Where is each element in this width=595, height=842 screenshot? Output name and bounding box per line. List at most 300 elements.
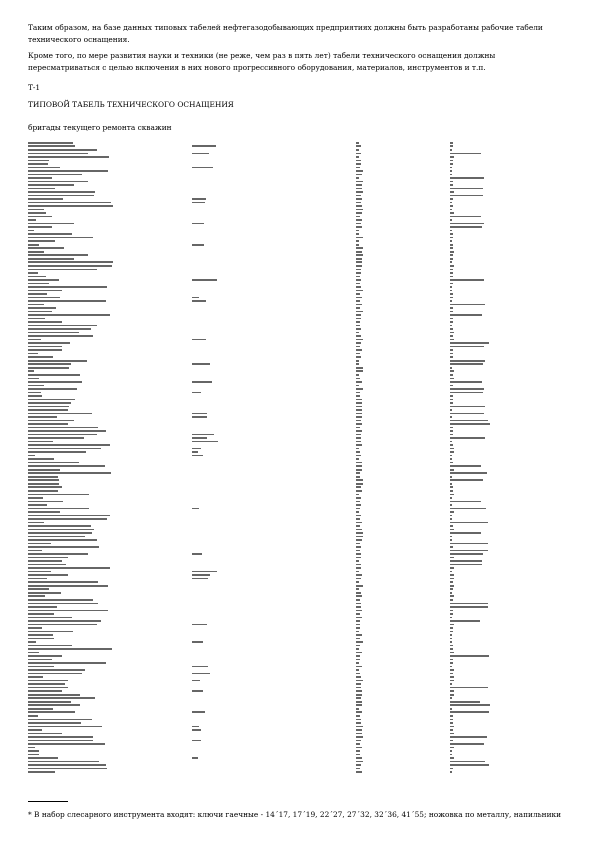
table-cell [28, 321, 192, 323]
table-cell-text-placeholder [28, 638, 54, 640]
table-cell-text-placeholder [356, 167, 360, 169]
table-cell [28, 754, 192, 756]
table-cell [356, 279, 450, 281]
table-cell [356, 652, 450, 654]
table-cell [356, 508, 450, 510]
table-cell [450, 469, 568, 471]
table-cell-text-placeholder [450, 599, 453, 601]
table-cell [356, 247, 450, 249]
table-cell [28, 427, 192, 429]
table-cell [356, 599, 450, 601]
table-cell [450, 761, 568, 763]
table-cell-text-placeholder [450, 476, 452, 478]
table-cell [28, 719, 192, 721]
table-cell-text-placeholder [450, 613, 453, 615]
table-cell-text-placeholder [450, 367, 452, 369]
table-cell-text-placeholder [28, 564, 66, 566]
table-cell-text-placeholder [356, 153, 361, 155]
table-cell [192, 416, 356, 418]
table-cell-text-placeholder [28, 711, 75, 713]
table-cell [450, 177, 568, 179]
table-cell [450, 363, 568, 365]
table-cell [450, 163, 568, 165]
table-cell-text-placeholder [356, 697, 361, 699]
table-cell-text-placeholder [450, 683, 452, 685]
table-cell-text-placeholder [450, 339, 454, 341]
table-cell-text-placeholder [28, 603, 98, 605]
table-cell [450, 631, 568, 633]
table-cell-text-placeholder [28, 230, 34, 232]
table-cell [450, 462, 568, 464]
table-cell-text-placeholder [356, 244, 359, 246]
table-cell-text-placeholder [356, 680, 363, 682]
table-cell-text-placeholder [356, 588, 359, 590]
table-cell [356, 149, 450, 151]
table-cell [450, 479, 568, 481]
table-cell [450, 297, 568, 299]
table-cell-text-placeholder [28, 687, 68, 689]
table-cell [356, 160, 450, 162]
table-cell [356, 462, 450, 464]
table-cell-text-placeholder [356, 599, 360, 601]
table-cell-text-placeholder [28, 483, 59, 485]
table-cell [356, 673, 450, 675]
table-cell [450, 342, 568, 344]
table-cell-text-placeholder [28, 381, 82, 383]
table-cell-text-placeholder [28, 363, 71, 365]
table-cell [356, 704, 450, 706]
table-cell-text-placeholder [28, 525, 91, 527]
table-cell [356, 153, 450, 155]
table-cell [28, 188, 192, 190]
table-cell-text-placeholder [450, 307, 453, 309]
table-cell [356, 525, 450, 527]
table-cell-text-placeholder [28, 659, 52, 661]
table-cell [450, 251, 568, 253]
table-cell-text-placeholder [28, 444, 110, 446]
table-cell-text-placeholder [356, 585, 363, 587]
table-cell-text-placeholder [28, 261, 113, 263]
table-cell-text-placeholder [356, 188, 362, 190]
table-cell-text-placeholder [450, 293, 453, 295]
table-cell-text-placeholder [450, 676, 454, 678]
table-cell-text-placeholder [450, 624, 454, 626]
table-cell [450, 726, 568, 728]
table-cell [356, 413, 450, 415]
table-cell [356, 265, 450, 267]
table-cell-text-placeholder [28, 592, 61, 594]
table-cell [450, 184, 568, 186]
table-cell-text-placeholder [192, 297, 199, 299]
table-cell [356, 501, 450, 503]
table-cell [28, 307, 192, 309]
table-cell-text-placeholder [28, 694, 80, 696]
table-cell [28, 339, 192, 341]
table-cell [450, 181, 568, 183]
table-cell-text-placeholder [356, 402, 362, 404]
table-cell-text-placeholder [450, 325, 452, 327]
table-cell-text-placeholder [192, 574, 210, 576]
table-cell [28, 610, 192, 612]
table-cell-text-placeholder [450, 413, 484, 415]
table-cell [356, 543, 450, 545]
table-cell [28, 374, 192, 376]
table-cell [356, 191, 450, 193]
table-cell-text-placeholder [28, 237, 93, 239]
table-cell-text-placeholder [28, 595, 45, 597]
table-cell-text-placeholder [356, 560, 359, 562]
table-cell [356, 659, 450, 661]
table-subtitle: бригады текущего ремонта скважин [28, 123, 172, 132]
table-cell-text-placeholder [450, 409, 452, 411]
table-cell [356, 613, 450, 615]
table-cell-text-placeholder [356, 486, 361, 488]
table-cell [356, 402, 450, 404]
table-cell [192, 381, 356, 383]
table-cell [192, 624, 356, 626]
table-cell [356, 395, 450, 397]
table-cell-text-placeholder [356, 634, 362, 636]
table-cell [356, 195, 450, 197]
table-cell [192, 571, 356, 573]
table-cell [450, 321, 568, 323]
table-cell-text-placeholder [356, 434, 361, 436]
table-cell [356, 564, 450, 566]
table-cell [356, 764, 450, 766]
table-cell [28, 617, 192, 619]
table-cell [356, 669, 450, 671]
table-cell-text-placeholder [356, 451, 360, 453]
intro-paragraph-1: Таким образом, на базе данных типовых табелей нефтегазодобывающих предприятиях должны быть разработаны рабочие табели технического оснащения. [28, 23, 543, 44]
table-cell [28, 497, 192, 499]
table-cell-text-placeholder [356, 346, 360, 348]
table-cell [356, 444, 450, 446]
table-cell-text-placeholder [28, 430, 106, 432]
table-cell [28, 251, 192, 253]
table-cell [450, 272, 568, 274]
table-cell [28, 276, 192, 278]
table-cell-text-placeholder [356, 764, 361, 766]
table-cell [28, 564, 192, 566]
table-cell [28, 346, 192, 348]
table-cell [356, 170, 450, 172]
table-cell-text-placeholder [450, 571, 452, 573]
table-cell-text-placeholder [356, 430, 362, 432]
table-cell [356, 223, 450, 225]
table-cell [356, 399, 450, 401]
table-cell [356, 212, 450, 214]
table-cell [450, 690, 568, 692]
table-cell [28, 606, 192, 608]
table-cell-text-placeholder [450, 697, 452, 699]
table-cell-text-placeholder [28, 283, 49, 285]
table-cell-text-placeholder [356, 462, 362, 464]
table-cell [356, 634, 450, 636]
table-cell-text-placeholder [356, 595, 362, 597]
table-cell-text-placeholder [356, 606, 361, 608]
table-cell [28, 585, 192, 587]
table-cell [192, 413, 356, 415]
table-cell-text-placeholder [450, 163, 453, 165]
table-cell [356, 156, 450, 158]
table-cell-text-placeholder [28, 388, 77, 390]
table-cell [192, 392, 356, 394]
table-cell [450, 233, 568, 235]
table-cell-text-placeholder [450, 504, 452, 506]
table-cell-text-placeholder [450, 740, 453, 742]
table-cell-text-placeholder [28, 571, 51, 573]
table-cell-text-placeholder [450, 494, 454, 496]
table-cell-text-placeholder [450, 205, 453, 207]
table-cell [28, 212, 192, 214]
table-cell [356, 757, 450, 759]
table-cell-text-placeholder [192, 244, 204, 246]
table-cell-text-placeholder [28, 771, 55, 773]
table-cell [356, 771, 450, 773]
table-cell-text-placeholder [450, 269, 453, 271]
table-cell-text-placeholder [450, 757, 454, 759]
table-cell-text-placeholder [450, 311, 453, 313]
table-cell-text-placeholder [192, 198, 206, 200]
table-cell-text-placeholder [356, 603, 361, 605]
table-cell-text-placeholder [356, 360, 359, 362]
table-cell [450, 472, 568, 474]
table-cell-text-placeholder [356, 768, 360, 770]
table-cell [450, 659, 568, 661]
table-cell [192, 300, 356, 302]
table-cell-text-placeholder [356, 342, 361, 344]
table-cell-text-placeholder [356, 247, 363, 249]
table-cell [450, 687, 568, 689]
table-cell [28, 413, 192, 415]
table-cell [450, 318, 568, 320]
table-cell-text-placeholder [450, 304, 485, 306]
table-cell-text-placeholder [28, 504, 47, 506]
table-code: Т-1 [28, 83, 41, 92]
table-cell-text-placeholder [28, 286, 107, 288]
table-cell-text-placeholder [356, 641, 363, 643]
table-cell-text-placeholder [356, 708, 359, 710]
table-cell [28, 736, 192, 738]
table-cell [450, 585, 568, 587]
table-cell [28, 645, 192, 647]
table-cell-text-placeholder [356, 610, 362, 612]
table-cell [356, 385, 450, 387]
table-cell-text-placeholder [450, 219, 452, 221]
table-cell-text-placeholder [450, 247, 453, 249]
table-cell [450, 543, 568, 545]
table-cell-text-placeholder [192, 673, 210, 675]
table-cell-text-placeholder [28, 293, 47, 295]
table-cell [450, 624, 568, 626]
table-cell [28, 237, 192, 239]
table-cell [356, 297, 450, 299]
table-cell-text-placeholder [450, 360, 485, 362]
table-cell-text-placeholder [356, 233, 359, 235]
table-cell [450, 588, 568, 590]
table-cell [450, 581, 568, 583]
table-cell [192, 641, 356, 643]
table-cell [28, 254, 192, 256]
table-cell-text-placeholder [28, 427, 98, 429]
table-cell [28, 191, 192, 193]
table-cell [28, 525, 192, 527]
table-cell-text-placeholder [450, 620, 480, 622]
table-cell [28, 293, 192, 295]
table-cell-text-placeholder [28, 233, 72, 235]
table-cell [356, 374, 450, 376]
table-cell [28, 272, 192, 274]
table-cell-text-placeholder [450, 469, 454, 471]
table-cell-text-placeholder [28, 613, 54, 615]
table-cell-text-placeholder [28, 247, 64, 249]
table-cell [28, 768, 192, 770]
table-cell-text-placeholder [450, 581, 453, 583]
table-cell [450, 546, 568, 548]
table-cell [450, 508, 568, 510]
table-cell-text-placeholder [356, 198, 362, 200]
table-cell [28, 546, 192, 548]
table-cell-text-placeholder [28, 198, 63, 200]
table-cell-text-placeholder [450, 550, 488, 552]
table-cell [28, 634, 192, 636]
table-cell [28, 286, 192, 288]
table-cell [356, 574, 450, 576]
table-cell [450, 167, 568, 169]
table-cell-text-placeholder [356, 191, 363, 193]
table-cell-text-placeholder [356, 666, 362, 668]
table-cell-text-placeholder [450, 458, 452, 460]
table-cell [450, 771, 568, 773]
table-cell-text-placeholder [450, 726, 454, 728]
table-cell-text-placeholder [450, 578, 454, 580]
table-cell-text-placeholder [356, 223, 361, 225]
table-cell-text-placeholder [28, 212, 46, 214]
table-cell [28, 486, 192, 488]
table-cell [356, 490, 450, 492]
table-cell [356, 697, 450, 699]
table-cell-text-placeholder [28, 747, 35, 749]
table-cell-text-placeholder [28, 740, 93, 742]
table-cell-text-placeholder [28, 631, 73, 633]
table-cell [28, 314, 192, 316]
table-cell [28, 504, 192, 506]
table-cell-text-placeholder [28, 511, 60, 513]
table-cell-text-placeholder [192, 437, 207, 439]
table-cell-text-placeholder [356, 314, 361, 316]
table-cell [28, 641, 192, 643]
table-cell [450, 662, 568, 664]
table-cell [192, 740, 356, 742]
table-cell [28, 771, 192, 773]
table-cell-text-placeholder [356, 740, 361, 742]
table-cell-text-placeholder [192, 413, 207, 415]
table-cell-text-placeholder [450, 328, 453, 330]
table-cell-text-placeholder [450, 167, 452, 169]
table-cell-text-placeholder [356, 729, 362, 731]
table-cell [28, 177, 192, 179]
table-cell [356, 486, 450, 488]
table-cell-text-placeholder [450, 244, 453, 246]
table-cell [28, 142, 192, 144]
table-cell [28, 652, 192, 654]
table-cell-text-placeholder [28, 645, 72, 647]
table-cell-text-placeholder [28, 508, 89, 510]
table-cell [192, 680, 356, 682]
table-cell-text-placeholder [28, 269, 97, 271]
table-cell-text-placeholder [28, 170, 108, 172]
table-cell-text-placeholder [356, 690, 362, 692]
table-cell [450, 501, 568, 503]
table-cell [28, 328, 192, 330]
table-cell-text-placeholder [28, 342, 70, 344]
table-cell [450, 627, 568, 629]
table-cell [450, 437, 568, 439]
table-cell [356, 511, 450, 513]
table-cell-text-placeholder [450, 153, 481, 155]
table-cell [450, 465, 568, 467]
table-cell [356, 202, 450, 204]
table-cell-text-placeholder [450, 416, 452, 418]
table-cell [28, 518, 192, 520]
table-cell-text-placeholder [356, 747, 362, 749]
table-cell [356, 494, 450, 496]
table-cell [356, 761, 450, 763]
table-cell-text-placeholder [28, 683, 65, 685]
table-cell [356, 420, 450, 422]
table-cell-text-placeholder [356, 219, 362, 221]
table-cell-text-placeholder [28, 370, 34, 372]
table-cell-text-placeholder [356, 448, 359, 450]
table-cell-text-placeholder [28, 757, 58, 759]
table-cell [356, 307, 450, 309]
table-cell [356, 367, 450, 369]
table-cell [28, 536, 192, 538]
table-cell [450, 560, 568, 562]
table-cell [356, 571, 450, 573]
table-cell-text-placeholder [450, 437, 485, 439]
table-cell [192, 153, 356, 155]
table-cell-text-placeholder [356, 652, 362, 654]
table-cell [450, 335, 568, 337]
table-cell [450, 680, 568, 682]
table-cell-text-placeholder [192, 279, 217, 281]
table-cell-text-placeholder [450, 648, 453, 650]
table-cell [356, 522, 450, 524]
table-cell [450, 638, 568, 640]
table-cell [356, 676, 450, 678]
table-cell [450, 269, 568, 271]
table-cell-text-placeholder [356, 733, 362, 735]
table-cell [356, 363, 450, 365]
table-cell-text-placeholder [28, 223, 74, 225]
table-cell-text-placeholder [450, 297, 453, 299]
table-cell-text-placeholder [356, 553, 361, 555]
table-cell-text-placeholder [192, 202, 205, 204]
table-cell [450, 578, 568, 580]
table-cell [28, 490, 192, 492]
table-cell [450, 529, 568, 531]
table-cell-text-placeholder [28, 518, 107, 520]
table-cell-text-placeholder [450, 532, 481, 534]
table-cell-text-placeholder [450, 254, 453, 256]
table-cell-text-placeholder [356, 719, 361, 721]
table-cell [450, 226, 568, 228]
table-cell [356, 567, 450, 569]
table-cell [192, 167, 356, 169]
table-cell-text-placeholder [450, 634, 452, 636]
table-cell-text-placeholder [192, 153, 209, 155]
